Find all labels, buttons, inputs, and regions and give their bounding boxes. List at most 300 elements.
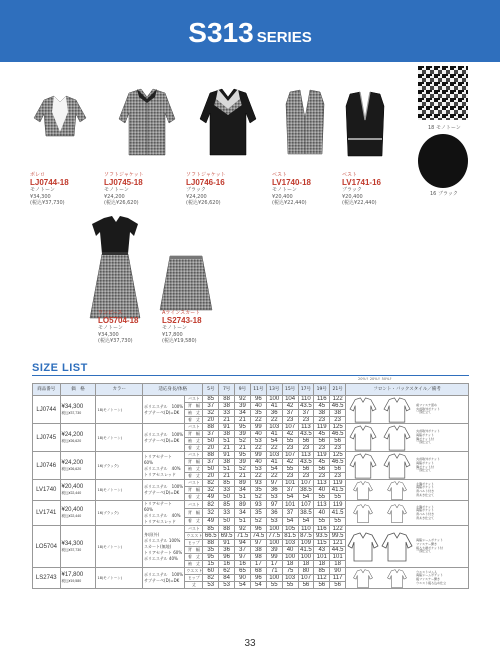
price-value: ¥24,200 bbox=[61, 431, 84, 438]
size-value: 77.5 bbox=[266, 533, 282, 540]
size-value: 56 bbox=[330, 466, 346, 473]
measure-part: バスト bbox=[185, 452, 203, 459]
garment-one-piece-image bbox=[82, 214, 150, 322]
color-cell: 16(ブラック) bbox=[96, 452, 143, 480]
size-value: 85 bbox=[203, 396, 219, 403]
product-color: モノトーン bbox=[272, 187, 297, 194]
size-value: 88 bbox=[203, 424, 219, 431]
table-row bbox=[33, 480, 469, 487]
style-sketch-cell bbox=[346, 526, 469, 568]
size-value: 88 bbox=[203, 540, 219, 547]
product-color: ブラック bbox=[342, 187, 362, 194]
size-value: 55 bbox=[314, 494, 330, 501]
product-code: LV1740-18 bbox=[272, 178, 311, 188]
size-value: 82 bbox=[203, 575, 219, 582]
size-value: 62 bbox=[219, 568, 235, 575]
size-value: 96 bbox=[250, 396, 266, 403]
product-price: ¥34,300 bbox=[98, 331, 119, 338]
product-category: ソフトジャケット bbox=[104, 172, 144, 178]
series-code: S313 bbox=[188, 17, 254, 48]
material-text: トリアセテート 60% ポリエステル 40% bbox=[144, 453, 181, 471]
style-notes: 前ファスナ留め 丸首取外ポケット 一部仕立て bbox=[416, 403, 440, 415]
size-value: 34 bbox=[235, 487, 251, 494]
price-cell bbox=[60, 452, 96, 480]
product-color: ブラック bbox=[186, 187, 206, 194]
back-style-sketch bbox=[380, 569, 414, 588]
size-value: 99 bbox=[266, 554, 282, 561]
material-text: ポリエステル 100% bbox=[144, 484, 184, 489]
size-value: 16 bbox=[219, 561, 235, 568]
series-suffix: SERIES bbox=[256, 29, 312, 46]
size-value: 113 bbox=[298, 452, 314, 459]
product-category: ワンピース bbox=[98, 310, 123, 316]
size-table-header bbox=[33, 384, 469, 396]
size-value: 87.5 bbox=[298, 533, 314, 540]
header-size: 15号 bbox=[282, 384, 298, 396]
size-value: 41 bbox=[266, 403, 282, 410]
back-style-sketch bbox=[380, 453, 414, 479]
header-size: 17号 bbox=[298, 384, 314, 396]
product-price-tax: (税込¥26,620) bbox=[186, 200, 221, 207]
size-value: 42 bbox=[282, 431, 298, 438]
garment-vest-mono-image bbox=[280, 88, 330, 158]
header-size: 13号 bbox=[266, 384, 282, 396]
size-value: 95 bbox=[235, 452, 251, 459]
size-value: 103 bbox=[266, 424, 282, 431]
product-color: モノトーン bbox=[30, 187, 55, 194]
size-value: 33 bbox=[219, 410, 235, 417]
header-size: 9号 bbox=[235, 384, 251, 396]
product-color: モノトーン bbox=[98, 325, 123, 332]
size-value: 22 bbox=[266, 473, 282, 480]
color-cell: 18(モノトーン) bbox=[96, 396, 143, 424]
size-value: 71.5 bbox=[235, 533, 251, 540]
measure-part: ヒップ bbox=[185, 575, 203, 582]
size-value: 38 bbox=[219, 403, 235, 410]
product-code: LO5704-18 bbox=[98, 316, 139, 326]
size-value: 75 bbox=[282, 568, 298, 575]
size-value: 35 bbox=[250, 410, 266, 417]
style-notes: ウエストゴム入 両脇シームポケット 後ファスナー開き ウエスト後ろ込め仕立 bbox=[416, 569, 447, 585]
product-price-tax: (税込¥37,730) bbox=[98, 338, 133, 345]
size-value: 52 bbox=[235, 438, 251, 445]
size-value: 21 bbox=[235, 417, 251, 424]
size-value: 122 bbox=[330, 526, 346, 533]
size-value: 55 bbox=[282, 582, 298, 589]
trim-text: トリアセスレッド bbox=[144, 519, 176, 524]
size-value: 37 bbox=[298, 410, 314, 417]
size-value: 43.5 bbox=[298, 431, 314, 438]
price-tax: 税込¥37,730 bbox=[61, 547, 82, 552]
product-code: LJ0745-18 bbox=[104, 178, 143, 188]
size-value: 22 bbox=[266, 417, 282, 424]
product-caption-lv1741 bbox=[342, 172, 381, 207]
color-cell: 18(モノトーン) bbox=[96, 526, 143, 568]
size-value: 100 bbox=[266, 526, 282, 533]
material-text: ポリエステル 100% bbox=[144, 403, 184, 409]
size-value: 37 bbox=[235, 547, 251, 554]
measure-part: バスト bbox=[185, 526, 203, 533]
product-caption-ls2743 bbox=[162, 310, 202, 345]
size-value: 40 bbox=[250, 403, 266, 410]
size-value: 38 bbox=[250, 547, 266, 554]
size-value: 66.5 bbox=[203, 533, 219, 540]
size-value: 53 bbox=[266, 494, 282, 501]
product-price: ¥24,200 bbox=[186, 193, 207, 200]
size-value: 101 bbox=[282, 480, 298, 487]
size-value: 54 bbox=[250, 582, 266, 589]
header-color: カラー bbox=[96, 384, 143, 396]
table-row bbox=[33, 396, 469, 403]
size-value: 54 bbox=[298, 494, 314, 501]
measure-part: 袖 丈 bbox=[185, 410, 203, 417]
size-value: 113 bbox=[314, 501, 330, 509]
size-value: 39 bbox=[235, 459, 251, 466]
size-list-note: 20%↑ 20%↑ 50%↑ bbox=[358, 377, 393, 381]
product-category: ベスト bbox=[342, 172, 358, 178]
size-value: 36 bbox=[266, 509, 282, 517]
size-value: 32 bbox=[203, 487, 219, 494]
product-price-tax: (税込¥22,440) bbox=[272, 200, 307, 207]
style-sketch-cell bbox=[346, 480, 469, 501]
price-tax: 税込¥22,440 bbox=[61, 514, 82, 518]
product-code-cell: LJ0744 bbox=[33, 396, 61, 424]
size-value: 99 bbox=[250, 424, 266, 431]
size-value: 96 bbox=[219, 554, 235, 561]
measure-part: 丈 bbox=[185, 582, 203, 589]
size-value: 100 bbox=[298, 554, 314, 561]
size-value: 97 bbox=[266, 480, 282, 487]
size-value: 82 bbox=[203, 501, 219, 509]
size-value: 39 bbox=[266, 547, 282, 554]
size-value: 23 bbox=[298, 445, 314, 452]
size-value: 23 bbox=[330, 445, 346, 452]
size-value: 92 bbox=[235, 526, 251, 533]
measure-part: ヒップ bbox=[185, 540, 203, 547]
size-value: 40 bbox=[314, 487, 330, 494]
table-row bbox=[33, 424, 469, 431]
size-value: 49 bbox=[203, 517, 219, 525]
product-price-tax: (税込¥37,730) bbox=[30, 200, 65, 207]
size-value: 113 bbox=[314, 480, 330, 487]
size-value: 41 bbox=[266, 431, 282, 438]
size-value: 125 bbox=[330, 424, 346, 431]
product-price: ¥34,300 bbox=[30, 193, 51, 200]
size-value: 20 bbox=[203, 473, 219, 480]
size-value: 46.5 bbox=[330, 431, 346, 438]
size-value: 115 bbox=[314, 540, 330, 547]
size-value: 98 bbox=[250, 554, 266, 561]
material-cell bbox=[143, 526, 185, 568]
size-value: 45 bbox=[314, 459, 330, 466]
fabric-swatch-mono bbox=[418, 66, 468, 120]
product-price: ¥20,400 bbox=[272, 193, 293, 200]
swatch-black-label: 16 ブラック bbox=[430, 191, 458, 197]
color-cell: 18(モノトーン) bbox=[96, 480, 143, 501]
size-value: 21 bbox=[219, 417, 235, 424]
size-value: 89 bbox=[235, 501, 251, 509]
size-value: 116 bbox=[314, 526, 330, 533]
size-list-divider bbox=[32, 375, 469, 376]
size-value: 100 bbox=[266, 575, 282, 582]
size-value: 110 bbox=[298, 396, 314, 403]
size-value: 39 bbox=[235, 403, 251, 410]
size-value: 42 bbox=[282, 403, 298, 410]
style-sketch-cell bbox=[346, 424, 469, 452]
size-value: 38 bbox=[219, 431, 235, 438]
size-value: 23 bbox=[298, 473, 314, 480]
size-value: 49 bbox=[203, 494, 219, 501]
size-value: 103 bbox=[282, 575, 298, 582]
header-part: 适応身長/体格 bbox=[143, 384, 203, 396]
series-header bbox=[0, 0, 500, 62]
size-value: 107 bbox=[298, 575, 314, 582]
size-value: 103 bbox=[282, 540, 298, 547]
product-code-cell: LV1740 bbox=[33, 480, 61, 501]
size-value: 60 bbox=[203, 568, 219, 575]
size-value: 21 bbox=[219, 445, 235, 452]
size-value: 40 bbox=[314, 509, 330, 517]
swatch-mono-label: 18 モノトーン bbox=[428, 125, 461, 131]
size-value: 40 bbox=[250, 431, 266, 438]
trim-text: サブテーペ(D)=DK bbox=[144, 578, 180, 583]
size-value: 110 bbox=[298, 526, 314, 533]
size-value: 96 bbox=[250, 575, 266, 582]
page-number: 33 bbox=[244, 638, 256, 649]
size-value: 37 bbox=[282, 410, 298, 417]
style-notes: 両脇シームポケット ファスナー開き 後ろ大裾ポケット付 一部仕立て bbox=[416, 538, 443, 554]
size-value: 97 bbox=[235, 554, 251, 561]
material-cell bbox=[143, 396, 185, 424]
header-size: 11号 bbox=[250, 384, 266, 396]
size-value: 23 bbox=[314, 417, 330, 424]
size-value: 50 bbox=[203, 466, 219, 473]
price-value: ¥17,800 bbox=[61, 572, 84, 578]
header-size: 19号 bbox=[314, 384, 330, 396]
measure-part: 背 幅 bbox=[185, 431, 203, 438]
product-caption-lv1740 bbox=[272, 172, 311, 207]
size-value: 37 bbox=[203, 431, 219, 438]
size-value: 55 bbox=[282, 438, 298, 445]
size-value: 84 bbox=[219, 575, 235, 582]
measure-part: 着 丈 bbox=[185, 517, 203, 525]
size-value: 90 bbox=[330, 568, 346, 575]
price-value: ¥24,200 bbox=[61, 459, 84, 466]
size-value: 56 bbox=[314, 582, 330, 589]
product-price: ¥20,400 bbox=[342, 193, 363, 200]
size-value: 96 bbox=[250, 526, 266, 533]
product-category: ソフトジャケット bbox=[186, 172, 226, 178]
measure-part: バスト bbox=[185, 396, 203, 403]
product-price-tax: (税込¥22,440) bbox=[342, 200, 377, 207]
size-value: 95 bbox=[235, 424, 251, 431]
size-value: 34 bbox=[235, 410, 251, 417]
size-value: 52 bbox=[250, 517, 266, 525]
size-value: 38.5 bbox=[298, 487, 314, 494]
size-value: 23 bbox=[282, 473, 298, 480]
header-price: 価 格 bbox=[60, 384, 96, 396]
size-value: 50 bbox=[219, 494, 235, 501]
size-value: 100 bbox=[266, 396, 282, 403]
size-value: 104 bbox=[282, 396, 298, 403]
size-value: 93 bbox=[250, 501, 266, 509]
size-value: 88 bbox=[203, 452, 219, 459]
style-sketch-cell bbox=[346, 568, 469, 589]
garment-vest-black-image bbox=[340, 90, 390, 160]
size-value: 119 bbox=[330, 501, 346, 509]
size-value: 93 bbox=[250, 480, 266, 487]
material-cell bbox=[143, 480, 185, 501]
size-value: 122 bbox=[330, 396, 346, 403]
style-notes: 丸首取外ポケット 両脇ポケット 胸ポケット付 一部仕立て bbox=[416, 457, 440, 473]
size-value: 33 bbox=[219, 487, 235, 494]
front-style-sketch bbox=[346, 569, 380, 588]
size-value: 95 bbox=[203, 554, 219, 561]
size-value: 119 bbox=[314, 452, 330, 459]
material-cell bbox=[143, 452, 185, 480]
price-cell bbox=[60, 480, 96, 501]
size-value: 38.5 bbox=[298, 509, 314, 517]
size-value: 41.5 bbox=[298, 547, 314, 554]
size-value: 40 bbox=[250, 459, 266, 466]
size-value: 103 bbox=[266, 452, 282, 459]
size-value: 85 bbox=[219, 501, 235, 509]
product-color: モノトーン bbox=[104, 187, 129, 194]
size-value: 113 bbox=[298, 424, 314, 431]
product-code-cell: LS2743 bbox=[33, 568, 61, 589]
size-value: 55 bbox=[282, 466, 298, 473]
size-value: 35 bbox=[203, 547, 219, 554]
back-style-sketch bbox=[380, 504, 414, 523]
size-value: 41 bbox=[266, 459, 282, 466]
price-tax: 税込¥26,620 bbox=[61, 438, 82, 443]
size-value: 85 bbox=[314, 568, 330, 575]
material-cell bbox=[143, 501, 185, 526]
header-code: 商品番号 bbox=[33, 384, 61, 396]
size-value: 91 bbox=[219, 540, 235, 547]
size-value: 17 bbox=[250, 561, 266, 568]
front-style-sketch bbox=[346, 504, 380, 523]
front-style-sketch bbox=[346, 527, 380, 567]
size-value: 41.5 bbox=[330, 487, 346, 494]
measure-part: 袖 丈 bbox=[185, 561, 203, 568]
product-category: Aラインスカート bbox=[162, 310, 201, 316]
size-value: 21 bbox=[235, 445, 251, 452]
size-value: 18 bbox=[314, 561, 330, 568]
size-value: 43 bbox=[314, 547, 330, 554]
size-value: 38 bbox=[314, 410, 330, 417]
fabric-swatch-black bbox=[418, 134, 468, 188]
product-category: ベスト bbox=[272, 172, 288, 178]
product-code-cell: LO5704 bbox=[33, 526, 61, 568]
size-value: 56 bbox=[298, 582, 314, 589]
price-tax: 税込¥37,730 bbox=[61, 410, 82, 415]
size-value: 53 bbox=[250, 438, 266, 445]
style-notes: 左胸ポケット 両脇ポケット 背ベルト付き 背あき仕立て bbox=[416, 504, 435, 520]
size-value: 53 bbox=[203, 582, 219, 589]
product-code: LJ0744-18 bbox=[30, 178, 69, 188]
back-style-sketch bbox=[380, 527, 414, 567]
price-tax: 税込¥26,620 bbox=[61, 466, 82, 471]
size-value: 56 bbox=[298, 438, 314, 445]
front-style-sketch bbox=[346, 397, 380, 423]
measure-part: 背 幅 bbox=[185, 547, 203, 554]
size-value: 107 bbox=[282, 424, 298, 431]
size-value: 20 bbox=[203, 417, 219, 424]
size-value: 80 bbox=[298, 568, 314, 575]
size-value: 34 bbox=[235, 509, 251, 517]
trim-text: サブテーペ(D)=DK bbox=[144, 490, 180, 495]
size-value: 20 bbox=[203, 445, 219, 452]
measure-part: 着 丈 bbox=[185, 473, 203, 480]
size-value: 105 bbox=[282, 526, 298, 533]
trim-text: トリアセスレッド bbox=[144, 471, 176, 477]
size-value: 74.5 bbox=[250, 533, 266, 540]
size-value: 18 bbox=[330, 561, 346, 568]
table-row bbox=[33, 526, 469, 533]
size-value: 109 bbox=[298, 540, 314, 547]
table-row bbox=[33, 568, 469, 575]
color-cell: 18(モノトーン) bbox=[96, 424, 143, 452]
size-value: 15 bbox=[203, 561, 219, 568]
size-value: 22 bbox=[250, 473, 266, 480]
size-value: 45 bbox=[314, 431, 330, 438]
size-value: 88 bbox=[219, 396, 235, 403]
color-cell: 16(ブラック) bbox=[96, 501, 143, 526]
size-value: 21 bbox=[235, 473, 251, 480]
price-cell bbox=[60, 501, 96, 526]
size-value: 23 bbox=[314, 473, 330, 480]
measure-part: 背 幅 bbox=[185, 487, 203, 494]
material-cell bbox=[143, 568, 185, 589]
product-price-tax: (税込¥26,620) bbox=[104, 200, 139, 207]
size-value: 18 bbox=[282, 561, 298, 568]
size-value: 94 bbox=[235, 540, 251, 547]
product-caption-lj0745 bbox=[104, 172, 144, 207]
size-value: 85 bbox=[203, 526, 219, 533]
price-tax: 税込¥19,580 bbox=[61, 579, 82, 583]
product-price: ¥17,800 bbox=[162, 331, 183, 338]
style-notes: 丸首取外ポケット 両脇ポケット 胸ポケット付 一部仕立て bbox=[416, 429, 440, 445]
product-code: LS2743-18 bbox=[162, 316, 202, 326]
product-code: LJ0746-16 bbox=[186, 178, 225, 188]
price-value: ¥20,400 bbox=[61, 484, 84, 490]
product-code-cell: LV1741 bbox=[33, 501, 61, 526]
size-value: 17 bbox=[266, 561, 282, 568]
size-value: 91 bbox=[219, 424, 235, 431]
style-sketch-cell bbox=[346, 501, 469, 526]
size-value: 121 bbox=[330, 540, 346, 547]
size-value: 107 bbox=[298, 501, 314, 509]
trim-text: サブテーペ(D)=DK bbox=[144, 437, 180, 443]
measure-part: 背 幅 bbox=[185, 509, 203, 517]
size-value: 46.5 bbox=[330, 403, 346, 410]
front-style-sketch bbox=[346, 481, 380, 500]
size-value: 99 bbox=[250, 452, 266, 459]
size-value: 33 bbox=[219, 509, 235, 517]
size-value: 43.5 bbox=[298, 403, 314, 410]
size-value: 117 bbox=[330, 575, 346, 582]
size-value: 45 bbox=[314, 403, 330, 410]
size-value: 42 bbox=[282, 459, 298, 466]
garment-soft-jacket-black-image bbox=[196, 85, 260, 159]
size-value: 65 bbox=[235, 568, 251, 575]
size-value: 55 bbox=[330, 494, 346, 501]
back-style-sketch bbox=[380, 397, 414, 423]
size-value: 55 bbox=[330, 517, 346, 525]
table-row bbox=[33, 452, 469, 459]
size-value: 51 bbox=[219, 438, 235, 445]
